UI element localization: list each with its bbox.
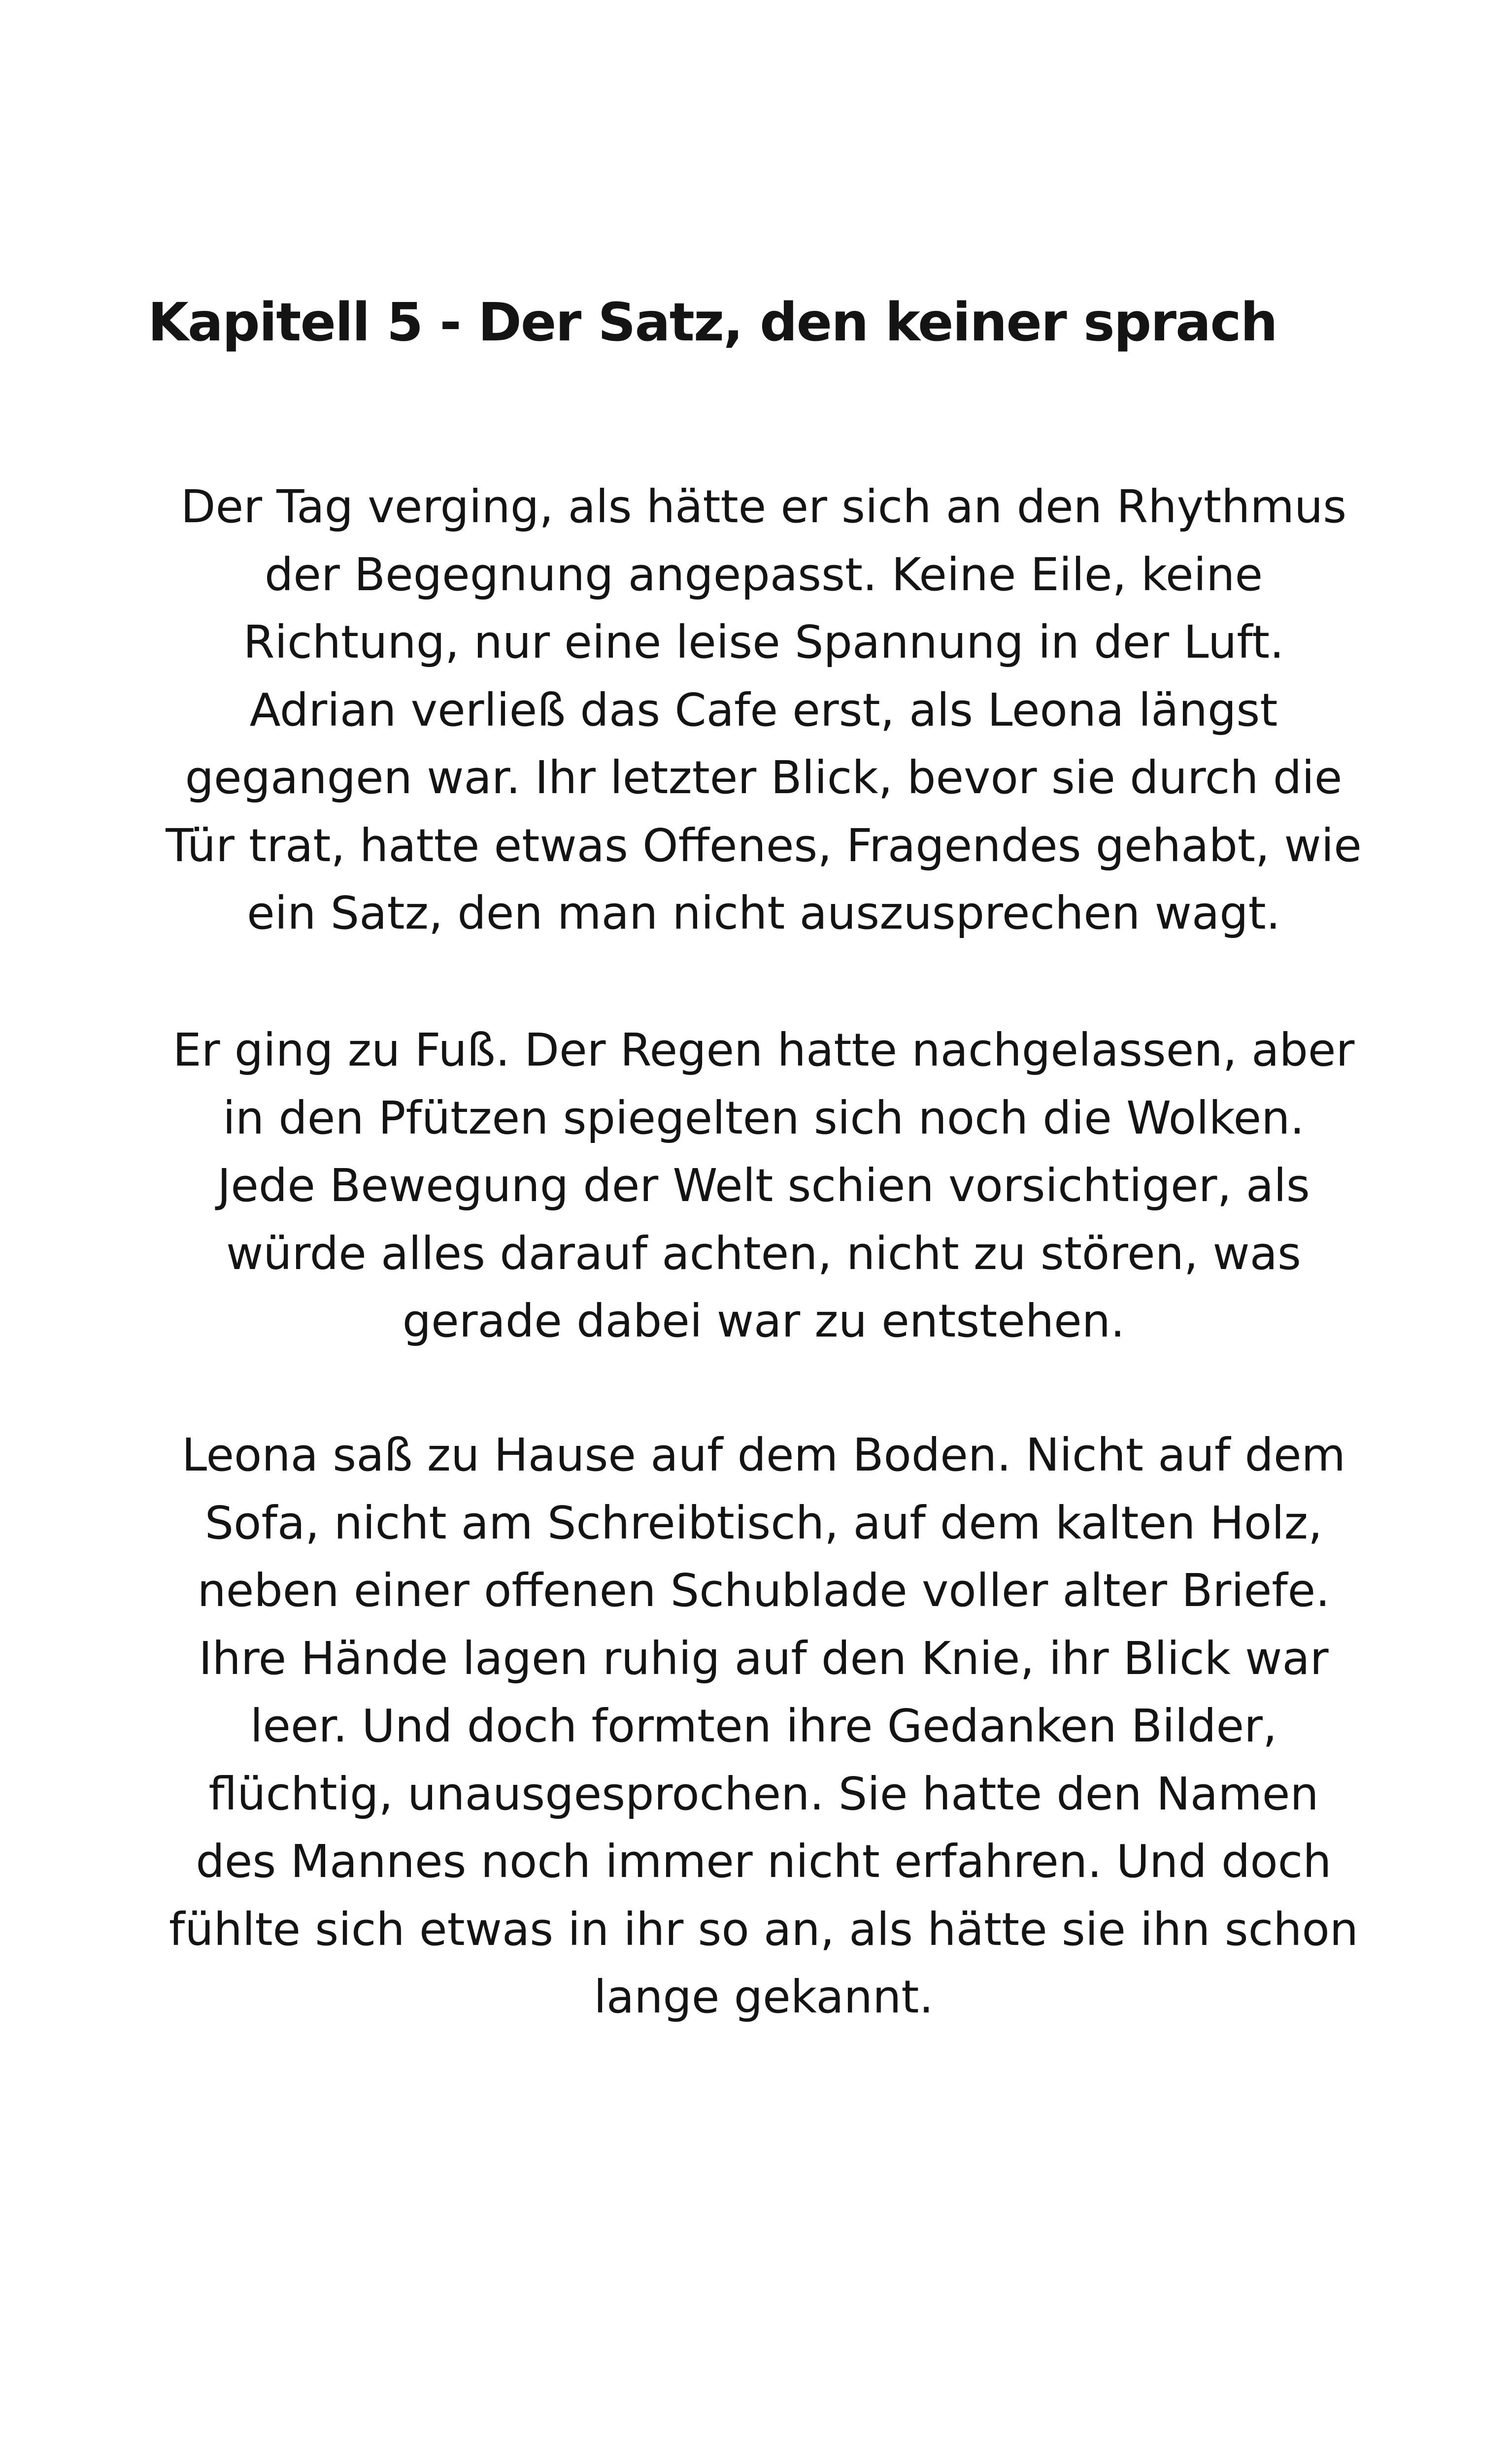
text-line: Sofa, nicht am Schreibtisch, auf dem kalten Holz, [204,1496,1323,1549]
text-line: Tür trat, hatte etwas Offenes, Fragendes gehabt, wie [166,819,1362,872]
text-line: Jede Bewegung der Welt schien vorsichtiger, als [217,1159,1310,1212]
paragraph-3 [99,1421,1429,2031]
paragraph-1 [99,473,1429,947]
text-line: Er ging zu Fuß. Der Regen hatte nachgelassen, aber [172,1024,1355,1076]
text-line: in den Pfützen spiegelten sich noch die Wolken. [223,1091,1305,1144]
text-line: der Begegnung angepasst. Keine Eile, keine [264,548,1263,601]
text-line: Leona saß zu Hause auf dem Boden. Nicht auf dem [181,1429,1346,1481]
text-line: Adrian verließ das Cafe erst, als Leona längst [249,683,1278,737]
text-line: neben einer offenen Schublade voller alter Briefe. [197,1564,1330,1617]
chapter-title: Kapitell 5 - Der Satz, den keiner sprach [148,292,1277,353]
text-line: Richtung, nur eine leise Spannung in der Luft. [243,616,1284,669]
paragraph-2 [99,1016,1429,1355]
text-line: würde alles darauf achten, nicht zu stören, was [226,1227,1301,1280]
text-line: ein Satz, den man nicht auszusprechen wagt. [247,887,1280,939]
text-line: des Mannes noch immer nicht erfahren. Und doch [196,1835,1332,1888]
text-line: Ihre Hände lagen ruhig auf den Knie, ihr Blick war [199,1632,1329,1685]
text-line: leer. Und doch formten ihre Gedanken Bilder, [250,1700,1277,1752]
text-line: gegangen war. Ihr letzter Blick, bevor sie durch die [185,751,1343,804]
text-line: flüchtig, unausgesprochen. Sie hatte den Namen [208,1767,1319,1820]
text-line: fühlte sich etwas in ihr so an, als hätte sie ihn schon [168,1903,1359,1956]
text-line: lange gekannt. [594,1971,934,2023]
text-line: gerade dabei war zu entstehen. [402,1295,1125,1347]
text-line: Der Tag verging, als hätte er sich an den Rhythmus [180,480,1347,533]
